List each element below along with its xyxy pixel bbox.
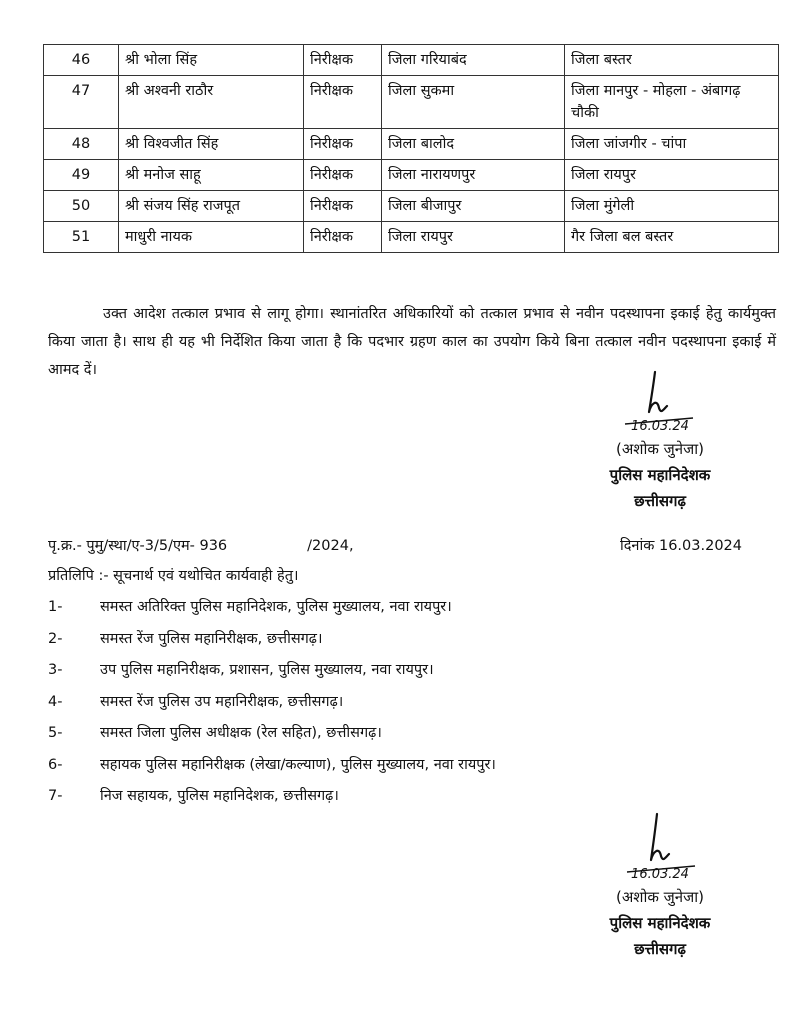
officer-rank: निरीक्षक <box>304 222 382 253</box>
from-district: जिला सुकमा <box>382 76 565 129</box>
list-number: 3- <box>48 662 63 678</box>
copy-recipient-list <box>48 596 768 817</box>
list-text: समस्त जिला पुलिस अधीक्षक (रेल सहित), छत्तीसगढ़। <box>100 725 382 741</box>
table-row <box>44 129 779 160</box>
to-district: जिला जांजगीर - चांपा <box>565 129 779 160</box>
list-number: 5- <box>48 725 63 741</box>
list-number: 1- <box>48 599 63 615</box>
transfer-table <box>43 44 779 253</box>
from-district: जिला गरियाबंद <box>382 45 565 76</box>
from-district: जिला नारायणपुर <box>382 160 565 191</box>
officer-rank: निरीक्षक <box>304 160 382 191</box>
officer-name: श्री संजय सिंह राजपूत <box>119 191 304 222</box>
serial-number: 47 <box>44 76 119 129</box>
list-text: उप पुलिस महानिरीक्षक, प्रशासन, पुलिस मुख्यालय, नवा रायपुर। <box>100 662 434 678</box>
signatory-state: छत्तीसगढ़ <box>634 940 686 958</box>
memo-ref-suffix: /2024, <box>307 538 354 554</box>
to-district: जिला मानपुर - मोहला - अंबागढ़ चौकी <box>565 76 779 129</box>
signatory-name: (अशोक जुनेजा) <box>615 888 704 906</box>
signature-date: 16.03.24 <box>631 867 689 882</box>
list-text: समस्त रेंज पुलिस उप महानिरीक्षक, छत्तीसगढ़। <box>100 693 344 710</box>
to-district: जिला रायपुर <box>565 160 779 191</box>
memo-reference <box>48 535 354 555</box>
officer-name: श्री अश्वनी राठौर <box>119 76 304 129</box>
list-number: 2- <box>48 630 63 647</box>
serial-number: 46 <box>44 45 119 76</box>
signatory-designation: पुलिस महानिदेशक <box>609 466 711 484</box>
list-text: समस्त अतिरिक्त पुलिस महानिदेशक, पुलिस मुख्यालय, नवा रायपुर। <box>100 599 452 615</box>
list-text: सहायक पुलिस महानिरीक्षक (लेखा/कल्याण), पुलिस मुख्यालय, नवा रायपुर। <box>100 756 496 773</box>
officer-name: श्री भोला सिंह <box>119 45 304 76</box>
to-district: जिला बस्तर <box>565 45 779 76</box>
signature-block <box>560 368 760 514</box>
list-item <box>48 596 768 628</box>
from-district: जिला रायपुर <box>382 222 565 253</box>
table-row <box>44 45 779 76</box>
list-item <box>48 628 768 660</box>
signatory-name: (अशोक जुनेजा) <box>615 440 704 458</box>
list-item <box>48 754 768 786</box>
to-district: गैर जिला बल बस्तर <box>565 222 779 253</box>
signature-date: 16.03.24 <box>631 419 689 434</box>
table-row <box>44 222 779 253</box>
list-text: समस्त रेंज पुलिस महानिरीक्षक, छत्तीसगढ़। <box>100 630 323 647</box>
signature-block-copy <box>560 810 760 962</box>
memo-date: दिनांक 16.03.2024 <box>619 538 742 554</box>
serial-number: 48 <box>44 129 119 160</box>
table-row <box>44 160 779 191</box>
order-paragraph: उक्त आदेश तत्काल प्रभाव से लागू होगा। स्थानांतरित अधिकारियों को तत्काल प्रभाव से नवीन पदस्थापना इकाई हेतु कार्यमुक्त किया जाता है। साथ ही यह भी निर्देशित किया जाता है कि पदभार ग्रहण काल का उपयोग किये बिना तत्काल नवीन पदस्थापना इकाई में आमद दें। <box>48 306 776 378</box>
officer-rank: निरीक्षक <box>304 129 382 160</box>
officer-name: श्री विश्वजीत सिंह <box>119 129 304 160</box>
officer-rank: निरीक्षक <box>304 191 382 222</box>
serial-number: 51 <box>44 222 119 253</box>
to-district: जिला मुंगेली <box>565 191 779 222</box>
memo-ref-prefix: पृ.क्र.- पुमु/स्था/ए-3/5/एम- 936 <box>48 538 228 554</box>
from-district: जिला बीजापुर <box>382 191 565 222</box>
table-row <box>44 191 779 222</box>
serial-number: 49 <box>44 160 119 191</box>
serial-number: 50 <box>44 191 119 222</box>
officer-rank: निरीक्षक <box>304 45 382 76</box>
officer-name: माधुरी नायक <box>119 222 304 253</box>
copy-heading: प्रतिलिपि :- सूचनार्थ एवं यथोचित कार्यवाही हेतु। <box>48 568 299 584</box>
list-item <box>48 659 768 691</box>
signatory-state: छत्तीसगढ़ <box>634 492 686 510</box>
officer-rank: निरीक्षक <box>304 76 382 129</box>
list-number: 6- <box>48 756 63 773</box>
list-item <box>48 722 768 754</box>
list-number: 4- <box>48 693 63 710</box>
table-row <box>44 76 779 129</box>
list-item <box>48 691 768 723</box>
list-text: निज सहायक, पुलिस महानिदेशक, छत्तीसगढ़। <box>100 788 339 804</box>
from-district: जिला बालोद <box>382 129 565 160</box>
list-number: 7- <box>48 788 63 804</box>
officer-name: श्री मनोज साहू <box>119 160 304 191</box>
signatory-designation: पुलिस महानिदेशक <box>609 914 711 932</box>
memo-reference-row <box>48 535 742 557</box>
